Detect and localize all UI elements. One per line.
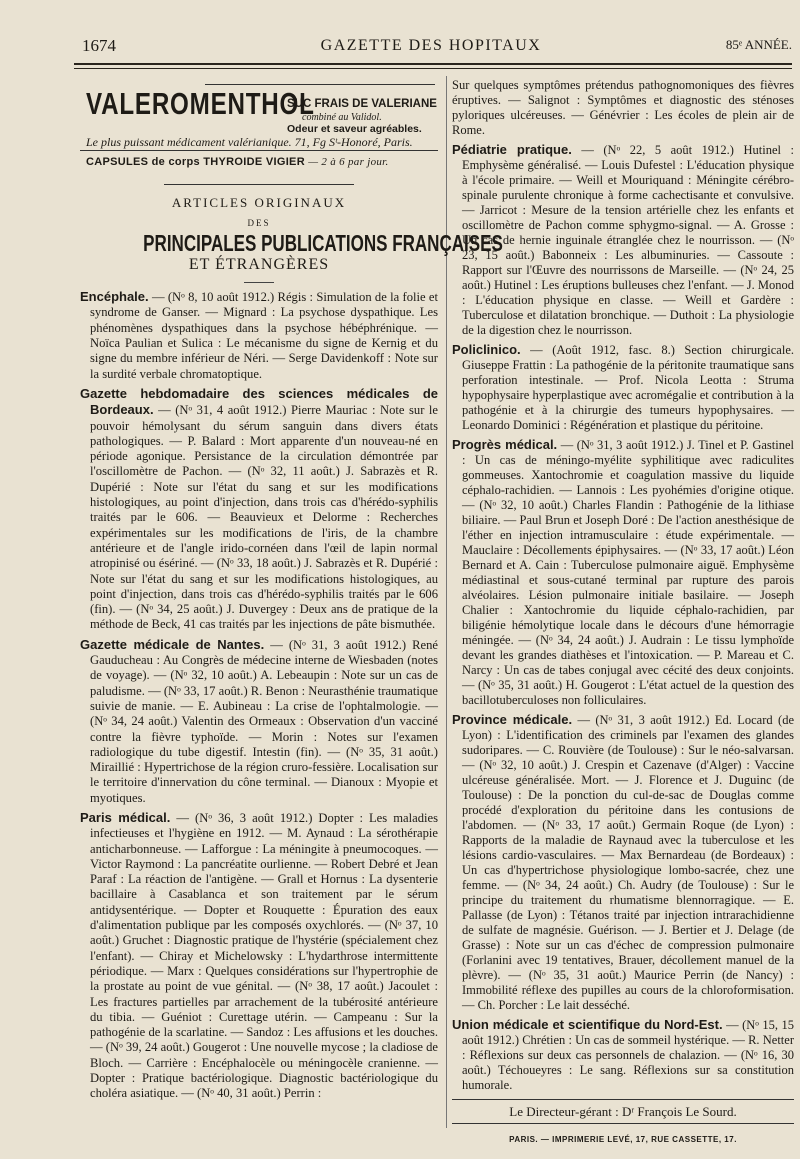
- journal-name: Policlinico.: [452, 342, 521, 357]
- journal-name: Gazette hebdomadaire des sciences médicales de Bordeaux.: [80, 385, 438, 418]
- journal-name: Gazette médicale de Nantes.: [80, 636, 265, 652]
- left-entries: [80, 289, 438, 1101]
- printer-line: PARIS. — IMPRIMERIE LEVÉ, 17, RUE CASSETTE, 17.: [509, 1135, 737, 1144]
- header-rule-thin: [74, 68, 792, 69]
- footer-rule: [452, 1099, 794, 1100]
- section-title-3: PRINCIPALES PUBLICATIONS FRANÇAISES: [143, 229, 503, 256]
- footer: [452, 1099, 794, 1147]
- section-title-1: ARTICLES ORIGINAUX: [171, 195, 347, 210]
- footer-rule-2: [452, 1123, 794, 1124]
- ad-capsules-dose: — 2 à 6 par jour.: [308, 156, 389, 168]
- entry: [452, 78, 794, 138]
- ad-line-3: Odeur et saveur agréables.: [287, 123, 422, 135]
- entry: [80, 386, 438, 633]
- section-dash: [244, 282, 274, 283]
- ad-top-rule: [205, 84, 435, 85]
- running-header: [70, 36, 792, 60]
- entry: [452, 1017, 794, 1093]
- entry: [452, 142, 794, 338]
- ad-bottom-rule: [80, 150, 438, 151]
- ad-capsules-name: CAPSULES de corps THYROIDE VIGIER: [86, 156, 305, 168]
- entry-text: — (Nᵒ 31, 4 août 1912.) Pierre Mauriac : Note sur le pouvoir hémolysant du sérum sanguin dans divers états pathologiques. — P. Balard : Mort apparente d'un nouveau-né en période agonique. Persistance de la circulation démontrée par l'oscillomètre de Pachon. — (Nᵒ 32, 11 août.) J. Sabrazès et R. Dupérié : Note sur l'état du sang et sur les modifications histologiques, au point d'injection, dans trois cas d'hérédo-syphilis traités par le 606. — Beauvieux et Delorme : Recherches expérimentales sur les modifications de l'iris, de la chambre antérieure et de l'angle irido-cornéen dans l'œil de lapin normal atropinisé ou ésériné. — (Nᵒ 33, 18 août.) J. Sabrazès et R. Dupérié : Note sur l'état du sang et sur les modifications histologiques, au point d'injection, dans trois cas d'hérédo-syphilis traités par le 606 (fin). — (Nᵒ 34, 25 août.) J. Duvergey : Deux ans de pratique de la méthode de Beck, 41 cas traités par les injections de pâte bismuthée.: [90, 403, 438, 632]
- journal-name: Province médicale.: [452, 712, 573, 727]
- section-top-rule: [164, 184, 354, 185]
- advertisement: [80, 82, 438, 172]
- journal-name: Union médicale et scientifique du Nord-Est.: [452, 1017, 723, 1032]
- entry: [452, 712, 794, 1013]
- entry-text: Sur quelques symptômes prétendus pathognomoniques des fièvres éruptives. — Salignot : Symptômes et diagnostic des sténoses pyloriques ulcéreuses. — Génévrier : Les écoles de plein air de Rome.: [452, 78, 794, 137]
- ad-capsules: [86, 155, 389, 170]
- entry-text: — (Nᵒ 8, 10 août 1912.) Régis : Simulation de la folie et syndrome de Ganser. — Mignard : La psychose dyspathique. Les phénomènes dyspathiques dans la psychose hébéphrénique. — Noïca Paulian et Sulica : Le mécanisme du signe de Kernig et du signe du membre inférieur de Néri. — Serge Davidenkoff : Note sur la surdité verbale chromatoptique.: [90, 290, 438, 381]
- ad-line-2: combiné au Validol.: [302, 112, 382, 123]
- journal-name: Encéphale.: [80, 289, 149, 305]
- right-column: [452, 78, 794, 1147]
- journal-name: Paris médical.: [80, 809, 171, 825]
- journal-title: GAZETTE DES HOPITAUX: [320, 37, 542, 54]
- journal-name: Pédiatrie pratique.: [452, 142, 572, 157]
- entry: [452, 342, 794, 433]
- entry-text: — (Nᵒ 36, 3 août 1912.) Dopter : Les maladies infectieuses et l'hygiène en 1912. — M. Aynaud : La sérothérapie anticharbonneuse. — Lafforgue : La méningite à pneumocoques. — Victor Raymond : La pancréatite ourlienne. — Robert Debré et Jean Paraf : La réaction de l'antigène. — Grall et Hornus : La dysenterie bacillaire à Casablanca et son traitement par le sérum antidysentérique. — Dopter et Rouquette : Épuration des eaux d'alimentation publique par les composés oxychlorés. — (Nᵒ 37, 10 août.) Gruchet : Diagnostic pratique de l'hystérie (spécialement chez l'enfant). — Chiray et Michelowsky : L'hydarthrose intermittente périodique. — Marx : Quelques considérations sur l'hypertrophie de la prostate au point de vue génital. — (Nᵒ 38, 17 août.) Jacoulet : Les fractures partielles par arrachement de la tubérosité antérieure du tibia. — Guéniot : Curettage utérin. — Campeanu : Sur la pathogénie de la scarlatine. — Sandoz : Les affusions et les douches. — (Nᵒ 39, 24 août.) Gougerot : Une nouvelle mycose ; la cladiose de Bloch. — Carrière : Encéphalocèle ou méningocèle cranienne. — Dopter : Pratique bactériologique. Diagnostic bactériologique du choléra asiatique. — (Nᵒ 40, 31 août.) Perrin :: [90, 810, 438, 1101]
- entry-text: — (Nᵒ 22, 5 août 1912.) Hutinel : Emphysème généralisé. — Louis Dufestel : L'éducation physique à l'école primaire. — Weill et Mouriquand : Méningite cérébro-spinale purulente chronique à forme cachectisante et convulsive. — Jarricot : Mesure de la tension artérielle chez les enfants et oscillomètre de Pachon comme sphygmo-signal. — A. Grosse : Un cas de hernie inguinale étranglée chez le nourrisson. — (Nᵒ 23, 15 août.) Babonneix : Les albuminuries. — Cassoute : Rapport sur l'Œuvre des nourrissons de Marseille. — (Nᵒ 24, 25 août.) Hutinel : Les éruptions bulleuses chez l'enfant. — J. Monod : L'éducation physique en classe. — Weill et Gardère : Tuberculose et dilatation bronchique. — Duthoit : La physiologie de la digestion chez le nourrisson.: [462, 143, 794, 337]
- journal-name: Progrès médical.: [452, 437, 558, 452]
- entry: [80, 637, 438, 806]
- right-entries: [452, 78, 794, 1093]
- entry-text: — (Août 1912, fasc. 8.) Section chirurgicale. Giuseppe Frattin : La pathogénie de la péritonite traumatique sans perforation intestinale. — Prof. Nicola Leotta : Struma hypophysaire hyperplastique avec acromégalie et contribution à la pathogénie et à la chirurgie des tumeurs hypophysaires. — Leonardo Dominici : Régénération et plastique du péritoine.: [462, 343, 794, 432]
- entry-text: — (Nᵒ 31, 3 août 1912.) René Gauducheau : Au Congrès de médecine interne de Wiesbaden (notes de voyage). — (Nᵒ 32, 10 août.) A. Lebeaupin : Note sur un cas de paludisme. — (Nᵒ 33, 17 août.) R. Benon : Neurasthénie traumatique suivie de manie. — E. Aubineau : La crise de l'ophtalmologie. — (Nᵒ 34, 24 août.) Valentin des Ormeaux : Observation d'un vacciné contre la fièvre typhoïde. — Morin : Notes sur l'examen radiologique du tube digestif. Intestin (fin). — (Nᵒ 35, 31 août.) Miraillié : Hypertrichose de la région cruro-fessière. Localisation sur le territoire d'innervation du cône terminal. — Dianoux : Myopie et myotiques.: [90, 637, 438, 805]
- ad-line-1: SUC FRAIS DE VALERIANE: [287, 98, 437, 110]
- ad-line-4: Le plus puissant médicament valérianique. 71, Fg Sᵗ-Honoré, Paris.: [86, 135, 413, 149]
- director-line: Le Directeur-gérant : Dʳ François Le Sourd.: [509, 1104, 737, 1119]
- entry-text: — (Nᵒ 31, 3 août 1912.) Ed. Locard (de Lyon) : L'identification des criminels par l'examen des glandes sudoripares. — C. Rouvière (de Toulouse) : Sur le néo-salvarsan. — (Nᵒ 32, 10 août.) J. Crespin et Cazenave (d'Alger) : Vaccine ulcéreuse généralisée. Mort. — J. Florence et J. Duguinc (de Toulouse) : De la ponction du cul-de-sac de Douglas comme procédé d'exploration du péritoine dans les contusions de l'abdomen. — (Nᵒ 33, 17 août.) Germain Roque (de Lyon) : Rapports de la maladie de Raynaud avec la tuberculose et les lésions cardio-vasculaires. — Max Bernardeau (de Bordeaux) : Un cas d'hypertrichose physiologique lombo-sacrée, chez une femme. — (Nᵒ 34, 24 août.) Ch. Audry (de Toulouse) : Sur le principe du traitement du rhumatisme blennorragique. — E. Pallasse (de Lyon) : Tétanos traité par injection intrarachidienne de sulfate de magnésie. Guérison. — J. Bertier et J. Delage (de Grasse) : Note sur un cas d'échec de compression pulmonaire (Forlanini avec 19 tentatives, Brauer, décollement manuel de la plèvre). — (Nᵒ 35, 31 août.) Maurice Perrin (de Nancy) : Immobilité réflexe des pupilles au cours de la chloroformisation. — Ch. Porcher : Le lait desséché.: [462, 713, 795, 1012]
- entry: [80, 810, 438, 1102]
- entry-text: — (Nᵒ 15, 15 août 1912.) Chrétien : Un cas de sommeil hystérique. — R. Netter : Réflexions sur deux cas personnels de chalazion. — (Nᵒ 16, 30 août.) Téchoueyres : Le sang. Réflexions sur sa constitution humorale.: [462, 1018, 794, 1092]
- entry: [452, 437, 794, 708]
- section-title: [80, 184, 503, 283]
- page-number: 1674: [82, 36, 116, 55]
- entry-text: — (Nᵒ 31, 3 août 1912.) J. Tinel et P. Gastinel : Un cas de méningo-myélite syphilitique avec radiculites gommeuses. Xantochromie et coagulation massive du liquide céphalo-rachidien. — Lannois : Les pyohémies d'origine otique. — (Nᵒ 32, 10 août.) Charles Flandin : Pathogénie de la lithiase biliaire. — Paul Brun et Joseph Doré : De l'action anesthésique de l'éther en injection intramusculaire : étude expérimentale. — Mauclaire : Décollements épiphysaires. — (Nᵒ 33, 17 août.) Léon Bernard et A. Cain : Tuberculose pulmonaire aiguë. Emphysème médiastinal et sous-cutané terminal par rupture des parois alvéolaires. Lésion pulmonaire initiale basilaire. — Joseph Chalier : Xantochromie du liquide céphalo-rachidien, par biligénie hémolytique locale dans le décours d'une hémorragie méningée. — (Nᵒ 34, 24 août.) J. Audrain : Le tissu lymphoïde devant les grandes diathèses et l'intoxication. — P. Mareau et C. Narcy : Un cas de tabes conjugal avec cécité des deux conjoints. — (Nᵒ 35, 31 août.) H. Gougerot : L'état actuel de la question des bacillotuberculoses non folliculaires.: [462, 438, 794, 707]
- header-rule: [74, 63, 792, 65]
- ad-brand: VALEROMENTHOL: [86, 86, 315, 121]
- section-title-4: ET ÉTRANGÈRES: [188, 255, 330, 273]
- year-label: 85ᵉ ANNÉE.: [725, 37, 792, 52]
- entry: [80, 289, 438, 382]
- section-title-2: DES: [247, 218, 271, 229]
